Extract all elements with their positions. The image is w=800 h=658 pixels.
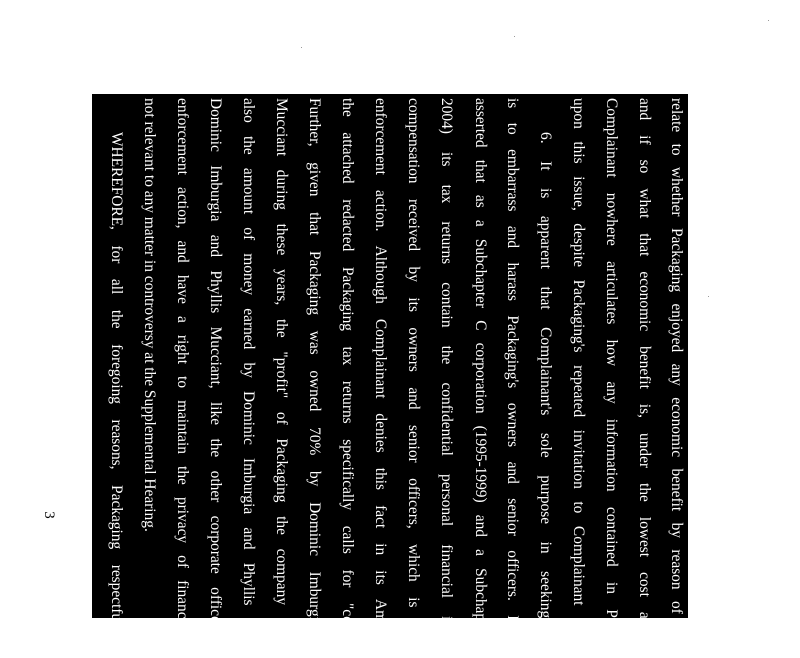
document-line: WHEREFORE, for all the foregoing reasons, Packaging respectfully r (108, 132, 125, 658)
document-line: enforcement action. Although Complainant denies this fact in its Amendec (372, 98, 389, 658)
rotated-document-body (75, 94, 688, 658)
document-line: upon this issue, despite Packaging's repeated invitation to Complainant to do (570, 98, 587, 658)
page-number: 3 (41, 511, 57, 519)
document-line: Hearing Officer deny Complainant's Amended Motion to Compel. (75, 98, 92, 506)
document-line: 6. It is apparent that Complainant's sole purpose in seeking Pac (537, 132, 554, 658)
document-line: Further, given that Packaging was owned 70% by Dominic Imburgia an (306, 98, 323, 658)
document-line: enforcement action, and have a right to maintain the privacy of financial in (174, 98, 191, 658)
document-line: Complainant nowhere articulates how any information contained in Packagi (603, 98, 620, 658)
document-line: also the amount of money earned by Dominic Imburgia and Phyllis Mucci (240, 98, 257, 658)
document-line: asserted that as a Subchapter C corporation (1995-1999) and a Subchapter S (472, 98, 489, 658)
scanned-text-block (75, 94, 688, 658)
document-line: the attached redacted Packaging tax returns specifically calls for "compen (339, 98, 356, 658)
document-line: Dominic Imburgia and Phyllis Mucciant, like the other corporate officers, a (207, 98, 224, 658)
scan-speck (768, 20, 769, 21)
document-line: and if so what that economic benefit is, under the lowest cost alternat (636, 98, 653, 658)
scan-speck (514, 36, 515, 37)
document-line: is to embarrass and harass Packaging's owners and senior officers. Repeat (504, 98, 521, 658)
document-line: 2004) its tax returns contain the confidential personal financial inform (438, 98, 455, 658)
scan-speck (708, 296, 709, 297)
document-line: not relevant to any matter in controversy at the Supplemental Hearing. (141, 98, 158, 532)
document-line: Mucciant during these years, the "profit" of Packaging the company in ea (273, 98, 290, 658)
document-line: relate to whether Packaging enjoyed any economic benefit by reason of its c (668, 98, 685, 658)
document-line: compensation received by its owners and senior officers, which is entire (405, 98, 422, 658)
scan-speck (301, 47, 302, 48)
